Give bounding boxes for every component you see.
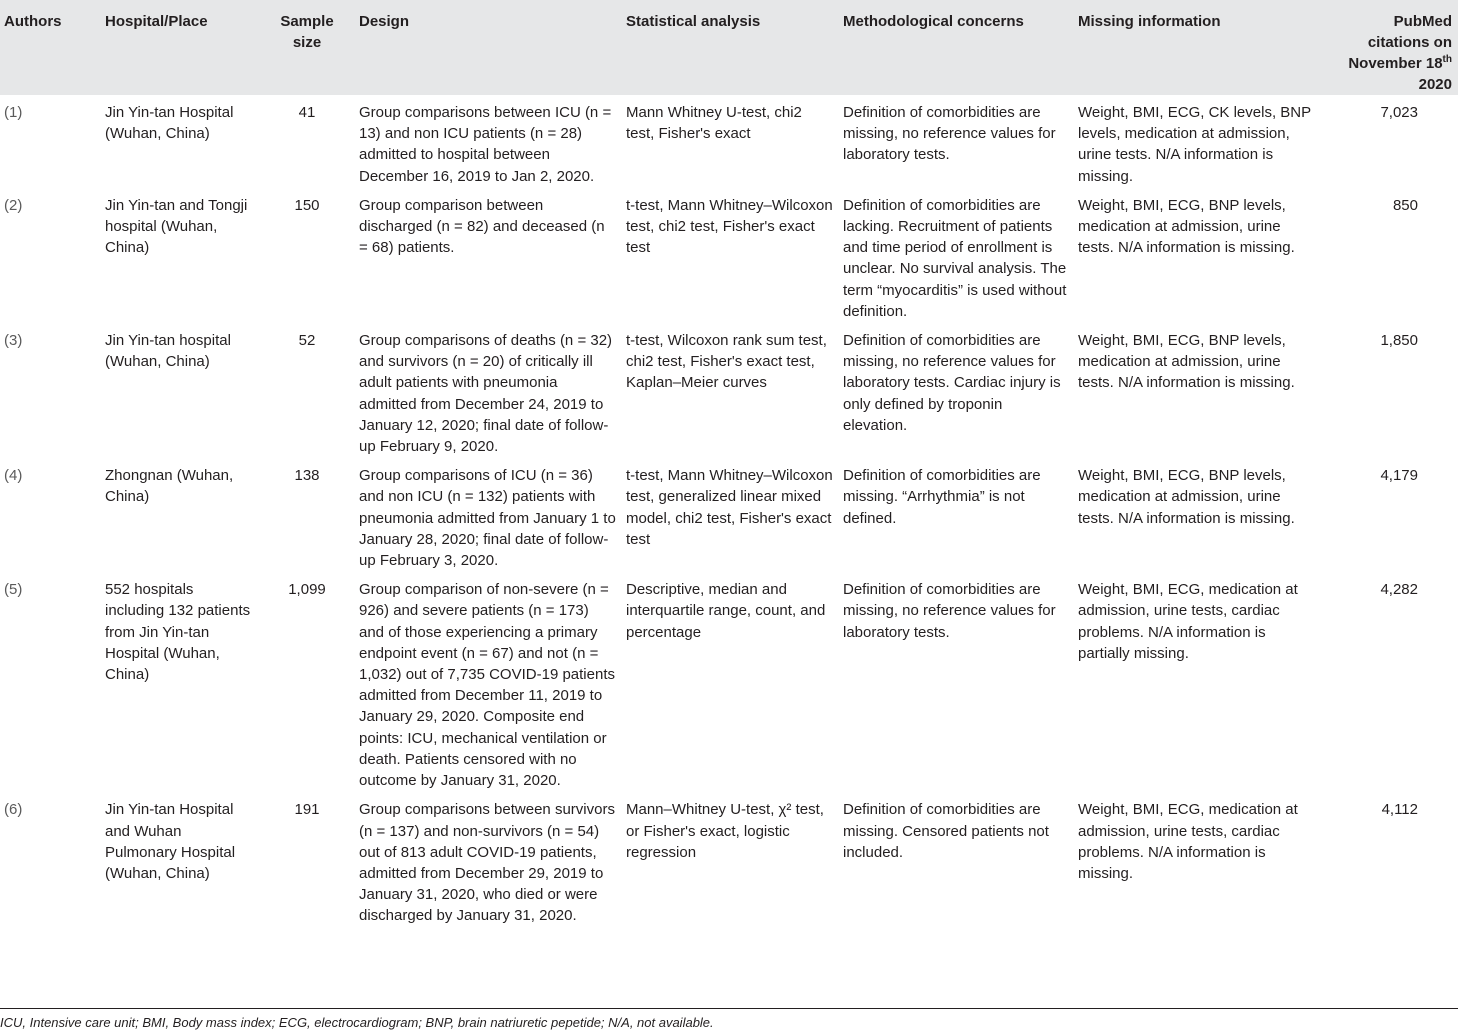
citations-cell: 850 (1392, 196, 1418, 214)
design-cell: Group comparisons between ICU (n = 13) and non ICU patients (n = 28) admitted to hospital between December 16, 2019 to Jan 2, 2020. (359, 104, 612, 185)
sample-cell: 191 (294, 801, 320, 819)
concerns-cell: Definition of comorbidities are missing, no reference values for laboratory tests. Cardiac injury is only defined by troponin elevation. (843, 332, 1061, 434)
stats-cell: t-test, Mann Whitney–Wilcoxon test, chi2 test, Fisher's exact test (626, 196, 833, 257)
missing-cell: Weight, BMI, ECG, BNP levels, medication at admission, urine tests. N/A information is missing. (1078, 332, 1295, 392)
header-design: Design (359, 13, 410, 30)
table-row (0, 572, 1458, 792)
ref-cell: (2) (4, 196, 23, 214)
missing-cell: Weight, BMI, ECG, medication at admission, urine tests, cardiac problems. N/A information is partially missing. (1078, 581, 1298, 662)
ref-cell: (5) (4, 581, 23, 599)
table-footnote: ICU, Intensive care unit; BMI, Body mass index; ECG, electrocardiogram; BNP, brain natriuretic pepetide; N/A, not available. (0, 1015, 714, 1030)
table-row (0, 458, 1458, 572)
table-row (0, 323, 1458, 458)
hospital-cell: 552 hospitals including 132 patients from Jin Yin-tan Hospital (Wuhan, China) (105, 581, 251, 684)
design-cell: Group comparisons of deaths (n = 32) and survivors (n = 20) of critically ill adult patients with pneumonia admitted from December 24, 2019 to January 12, 2020; final date of follow-up February 9, 2020. (359, 332, 613, 456)
table-row (0, 188, 1458, 323)
design-cell: Group comparisons between survivors (n = 137) and non-survivors (n = 54) out of 813 adult COVID-19 patients, admitted from December 29, 2019 to January 31, 2020, who died or were discharged by January 31, 2020. (359, 801, 615, 925)
stats-cell: t-test, Mann Whitney–Wilcoxon test, generalized linear mixed model, chi2 test, Fisher's exact test (626, 467, 833, 548)
hospital-cell: Jin Yin-tan hospital (Wuhan, China) (105, 332, 231, 371)
citations-cell: 4,112 (1381, 801, 1418, 819)
concerns-cell: Definition of comorbidities are missing, no reference values for laboratory tests. (843, 581, 1056, 641)
stats-cell: Mann–Whitney U-test, χ² test, or Fisher's exact, logistic regression (626, 801, 824, 861)
sample-cell: 52 (298, 332, 316, 350)
header-row (0, 0, 1458, 95)
ref-cell: (4) (4, 467, 23, 485)
header-authors: Authors (4, 13, 62, 30)
design-cell: Group comparison between discharged (n = 82) and deceased (n = 68) patients. (359, 196, 605, 257)
header-statistical-analysis: Statistical analysis (626, 13, 761, 30)
hospital-cell: Zhongnan (Wuhan, China) (105, 467, 234, 506)
stats-cell: Mann Whitney U-test, chi2 test, Fisher's exact (626, 104, 802, 143)
concerns-cell: Definition of comorbidities are lacking. Recruitment of patients and time period of enrollment is unclear. No survival analysis. The term “myocarditis” is used without definition. (843, 196, 1067, 320)
stats-cell: Descriptive, median and interquartile range, count, and percentage (626, 581, 826, 641)
header-methodological-concerns: Methodological concerns (843, 13, 1024, 30)
design-cell: Group comparisons of ICU (n = 36) and non ICU (n = 132) patients with pneumonia admitted from January 1 to January 28, 2020; final date of follow-up February 3, 2020. (359, 467, 616, 570)
missing-cell: Weight, BMI, ECG, BNP levels, medication at admission, urine tests. N/A information is missing. (1078, 467, 1295, 527)
sample-cell: 1,099 (288, 581, 326, 599)
table-bottom-rule (0, 1008, 1458, 1009)
citations-cell: 4,179 (1380, 467, 1418, 485)
table-row (0, 95, 1458, 188)
stats-cell: t-test, Wilcoxon rank sum test, chi2 test, Fisher's exact test, Kaplan–Meier curves (626, 332, 827, 392)
concerns-cell: Definition of comorbidities are missing. Censored patients not included. (843, 801, 1049, 861)
sample-cell: 41 (298, 104, 316, 121)
hospital-cell: Jin Yin-tan Hospital and Wuhan Pulmonary Hospital (Wuhan, China) (105, 801, 236, 882)
concerns-cell: Definition of comorbidities are missing. “Arrhythmia” is not defined. (843, 467, 1041, 527)
ref-cell: (6) (4, 801, 23, 819)
missing-cell: Weight, BMI, ECG, CK levels, BNP levels, medication at admission, urine tests. N/A information is missing. (1078, 104, 1311, 185)
header-missing-information: Missing information (1078, 13, 1221, 30)
citations-cell: 4,282 (1380, 581, 1418, 599)
missing-cell: Weight, BMI, ECG, medication at admission, urine tests, cardiac problems. N/A information is missing. (1078, 801, 1298, 882)
missing-cell: Weight, BMI, ECG, BNP levels, medication at admission, urine tests. N/A information is missing. (1078, 196, 1295, 257)
concerns-cell: Definition of comorbidities are missing, no reference values for laboratory tests. (843, 104, 1056, 164)
sample-cell: 150 (294, 196, 320, 214)
hospital-cell: Jin Yin-tan and Tongji hospital (Wuhan, China) (105, 196, 248, 257)
header-pubmed-citations: PubMed citations on November 18th 2020 (1348, 13, 1452, 93)
header-sample-size: Sample size (280, 13, 334, 51)
sample-cell: 138 (294, 467, 320, 485)
citations-cell: 7,023 (1380, 104, 1418, 121)
ref-cell: (3) (4, 332, 23, 350)
ref-cell: (1) (4, 104, 23, 121)
citations-cell: 1,850 (1380, 332, 1418, 350)
design-cell: Group comparison of non-severe (n = 926) and severe patients (n = 173) and of those experiencing a primary endpoint event (n = 67) and not (n = 1,032) out of 7,735 COVID-19 patients admitted from December 11, 2019 to January 29, 2020. Composite end points: ICU, mechanical ventilation or death. Patients censored with no outcome by January 31, 2020. (359, 581, 615, 790)
hospital-cell: Jin Yin-tan Hospital (Wuhan, China) (105, 104, 234, 143)
table-row (0, 792, 1458, 938)
header-hospital: Hospital/Place (105, 13, 208, 30)
